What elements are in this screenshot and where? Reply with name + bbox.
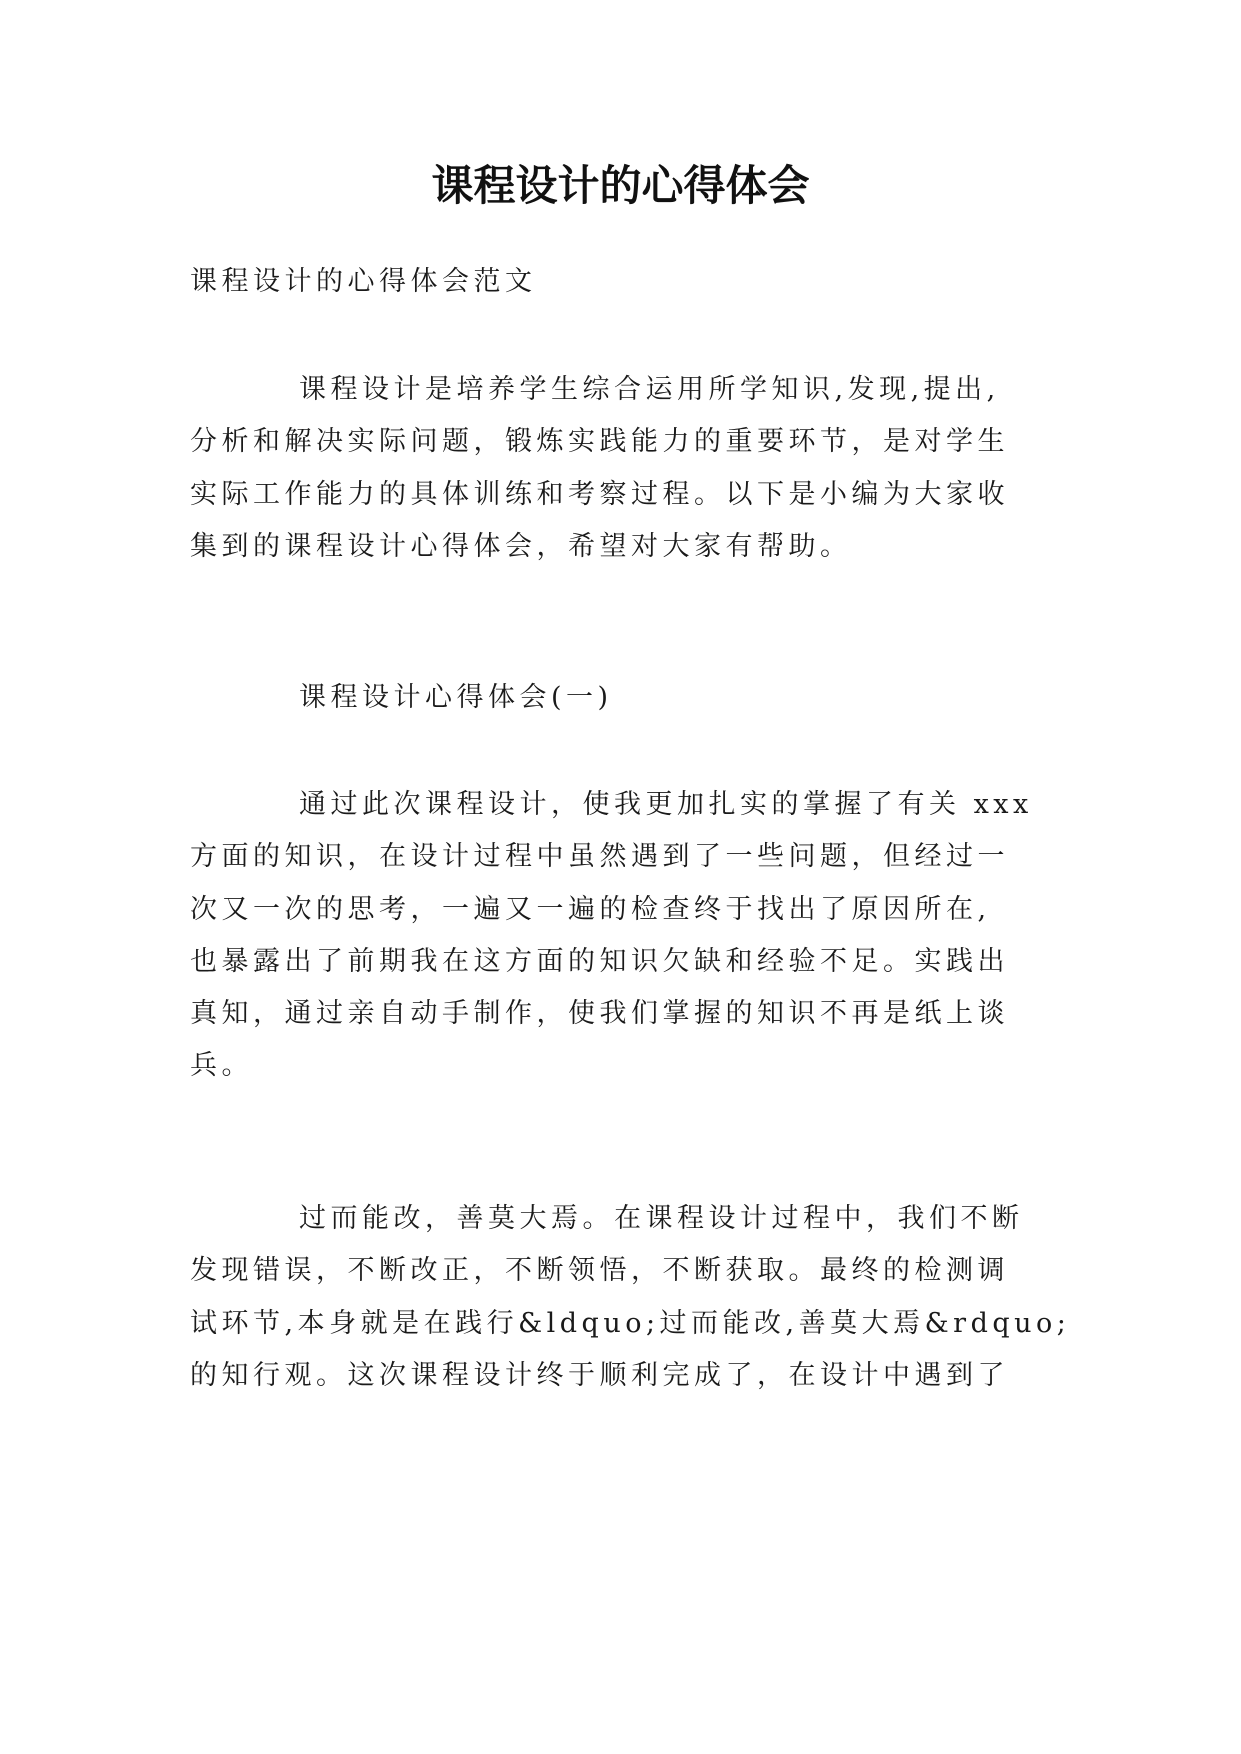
paragraph-line: 真知，通过亲自动手制作，使我们掌握的知识不再是纸上谈 <box>190 998 1009 1029</box>
paragraph-line: 发现错误，不断改正，不断领悟，不断获取。最终的检测调 <box>190 1255 1009 1286</box>
paragraph-line: 实际工作能力的具体训练和考察过程。以下是小编为大家收 <box>190 479 1009 510</box>
paragraph-line: 也暴露出了前期我在这方面的知识欠缺和经验不足。实践出 <box>190 946 1009 977</box>
paragraph-line: 过而能改，善莫大焉。在课程设计过程中，我们不断 <box>299 1203 1024 1234</box>
paragraph-line: 方面的知识，在设计过程中虽然遇到了一些问题，但经过一 <box>190 841 1009 872</box>
document-title: 课程设计的心得体会 <box>431 161 810 210</box>
paragraph-line: 通过此次课程设计，使我更加扎实的掌握了有关 xxx <box>299 789 1033 820</box>
section-heading: 课程设计心得体会(一) <box>299 682 613 713</box>
paragraph-line: 集到的课程设计心得体会，希望对大家有帮助。 <box>190 531 852 562</box>
paragraph-line: 兵。 <box>190 1050 253 1081</box>
paragraph-line: 的知行观。这次课程设计终于顺利完成了，在设计中遇到了 <box>190 1360 1009 1391</box>
paragraph-line: 课程设计是培养学生综合运用所学知识,发现,提出, <box>299 374 1000 405</box>
paragraph-line: 试环节,本身就是在践行&ldquo;过而能改,善莫大焉&rdquo; <box>190 1308 1071 1339</box>
document-subtitle: 课程设计的心得体会范文 <box>190 266 537 297</box>
paragraph-line: 分析和解决实际问题，锻炼实践能力的重要环节，是对学生 <box>190 426 1009 457</box>
paragraph-line: 次又一次的思考，一遍又一遍的检查终于找出了原因所在, <box>190 894 991 925</box>
